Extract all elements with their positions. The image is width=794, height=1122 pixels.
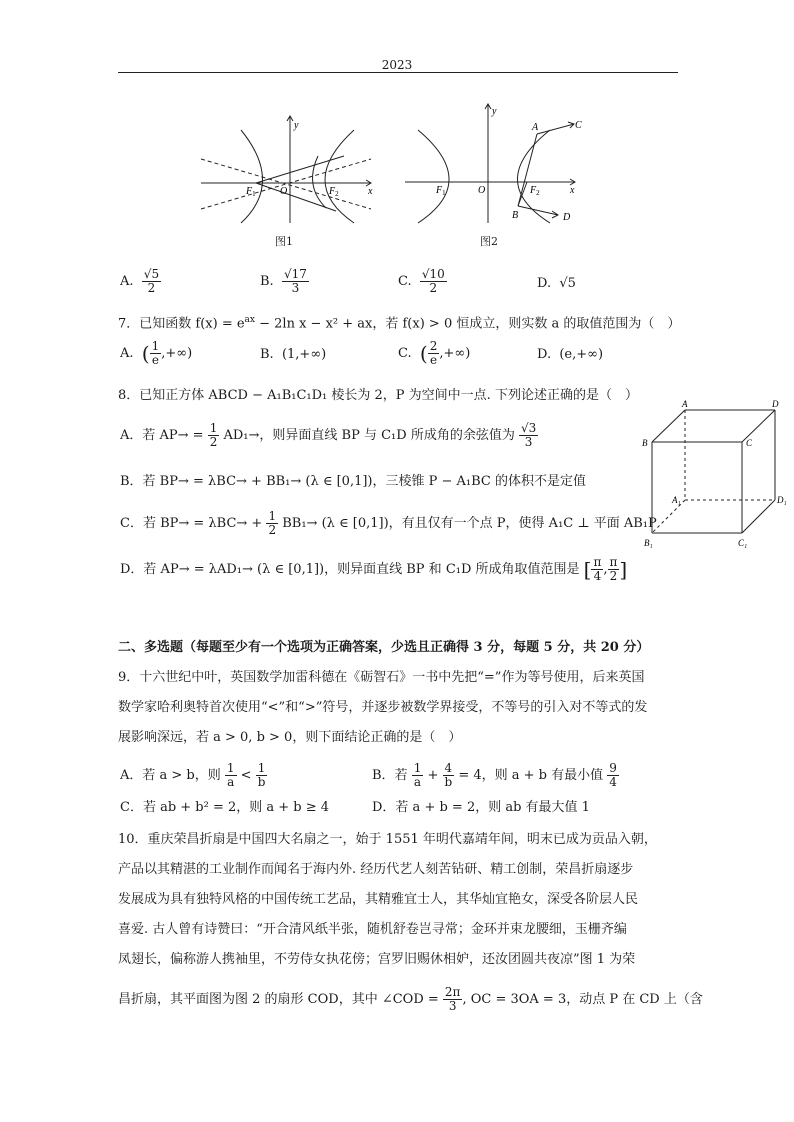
fraction — [150, 340, 162, 367]
vertex-a: A — [682, 399, 688, 409]
fraction — [256, 762, 268, 789]
option-label: A. — [120, 274, 134, 289]
fraction — [208, 422, 220, 449]
q10-line-1: 10．重庆荣昌折扇是中国四大名扇之一，始于 1551 年明代嘉靖年间，明末已成为贡品入朝， — [118, 832, 657, 847]
f2-label: $F_2$ — [530, 185, 540, 197]
option-label: B. — [260, 274, 274, 289]
option-label: B. — [260, 347, 274, 362]
figure-1-caption: 图1 — [275, 235, 293, 248]
option-text: A．若 AP→ = — [120, 428, 208, 443]
q7-option-d — [537, 347, 603, 362]
denominator: 2 — [609, 569, 618, 583]
q8-option-d: D．若 AP→ = λAD₁→ (λ ∈ [0,1])，则异面直线 BP 和 C₁D 所成角取值范围是 [ $\frac{\pi}{4}$ , $\frac{\pi}{2}$ ] — [120, 555, 628, 583]
fraction — [428, 340, 440, 367]
q9-line-1: 9．十六世纪中叶，英国数学加雷科德在《砺智石》一书中先把“=”作为等号使用，后来英国 — [118, 670, 645, 685]
section-2-title: 二、多选题（每题至少有一个选项为正确答案，少选且正确得 3 分，每题 5 分，共 20 分） — [118, 640, 650, 655]
numerator: π — [609, 555, 618, 569]
vertex-a1: A₁ — [672, 495, 681, 505]
vertex-c1: C₁ — [738, 538, 748, 548]
option-text: B．若 — [372, 768, 412, 783]
q10-line-4: 喜爱. 古人曾有诗赞曰：“开合清风纸半张，随机舒卷岂寻常；金环并束龙腰细，玉栅齐编 — [118, 922, 627, 937]
q6-option-c — [398, 268, 447, 295]
numerator: π — [593, 555, 602, 569]
numerator: 1 — [268, 509, 277, 523]
q9-option-b — [372, 762, 619, 789]
q7-stem-part: 7．已知函数 f(x) = e — [118, 316, 245, 332]
denominator: 2 — [209, 435, 218, 449]
f1-label: $F_1$ — [436, 185, 446, 197]
x-axis-label: x — [570, 185, 575, 196]
fraction — [607, 762, 619, 789]
q7-stem — [118, 310, 680, 334]
vertex-b: B — [642, 438, 648, 448]
q10-text: 昌折扇，其平面图为图 2 的扇形 COD，其中 ∠COD = — [118, 992, 443, 1007]
y-axis-label: y — [294, 120, 299, 131]
option-text: AD₁→，则异面直线 BP 与 C₁D 所成角的余弦值为 — [219, 428, 519, 443]
fraction — [519, 422, 538, 449]
fraction — [282, 268, 309, 295]
numerator: 1 — [209, 421, 218, 435]
fraction — [142, 268, 161, 295]
point-c-label: C — [575, 120, 582, 131]
numerator: √5 — [143, 267, 160, 281]
q7-stem-part: − 2ln x − x² + ax，若 f(x) > 0 恒成立，则实数 a 的取值范围为（ ） — [255, 316, 681, 332]
point-b-label: B — [512, 210, 519, 221]
option-text: C．若 BP→ = λBC→ + — [120, 516, 267, 531]
q9-option-a — [120, 762, 267, 789]
denominator: 3 — [524, 435, 533, 449]
denominator: 3 — [291, 281, 300, 295]
option-label: A. — [120, 346, 134, 361]
bracket: [ — [583, 557, 592, 582]
origin-label: O — [280, 186, 288, 197]
f2-label: $F_2$ — [329, 186, 339, 198]
fraction — [420, 268, 447, 295]
option-value: √5 — [559, 276, 576, 291]
option-value: (e,+∞) — [559, 347, 604, 362]
option-text: D．若 AP→ = λAD₁→ (λ ∈ [0,1])，则异面直线 BP 和 C₁D 所成角取值范围是 — [120, 562, 584, 577]
numerator: 9 — [609, 761, 617, 775]
vertex-c: C — [746, 438, 753, 448]
q10-line-5: 凤翅长，偏称游人携袖里，不劳侍女执花傍；宫罗旧赐休相妒，还汝团圆共夜凉”图 1 为荣 — [118, 952, 636, 967]
numerator: 1 — [151, 339, 160, 353]
option-text: < — [236, 768, 256, 783]
header-year: 2023 — [381, 58, 413, 72]
figure-1-hyperbola — [196, 108, 376, 226]
q6-option-d — [537, 276, 576, 291]
edge-ab — [652, 410, 685, 442]
q9-line-2: 数学家哈利奥特首次使用“<”和“>”符号，并逐步被数学界接受，不等号的引入对不等式的发 — [118, 700, 648, 715]
q10-text: , OC = 3OA = 3，动点 P 在 CD 上（含 — [462, 992, 703, 1007]
q6-option-b — [260, 268, 309, 295]
q10-line-3: 发展成为具有独特风格的中国传统工艺品，其精雅宜士人，其华灿宜艳女，深受各阶层人民 — [118, 892, 639, 907]
fraction — [225, 762, 237, 789]
fraction — [412, 762, 424, 789]
q10-line-6 — [118, 986, 703, 1013]
vertex-b1: B₁ — [644, 538, 653, 548]
q7-option-b — [260, 347, 326, 362]
q9-line-3: 展影响深远，若 a > 0, b > 0，则下面结论正确的是（ ） — [118, 730, 462, 745]
ray-bd — [518, 206, 558, 215]
fraction — [443, 986, 463, 1013]
q9-option-c: C．若 ab + b² = 2，则 a + b ≥ 4 — [120, 800, 330, 815]
q8-option-c — [120, 510, 657, 537]
y-axis-label: y — [492, 106, 497, 117]
option-text: BB₁→ (λ ∈ [0,1])，有且仅有一个点 P，使得 A₁C ⊥ 平面 AB₁P — [278, 516, 657, 531]
origin-label: O — [478, 185, 486, 196]
figure-2-hyperbola — [400, 98, 585, 226]
vertex-d1: D₁ — [777, 495, 787, 505]
q6-option-a — [120, 268, 161, 295]
f1-label: $F_1$ — [246, 186, 256, 198]
denominator: 3 — [448, 999, 457, 1013]
ray-upper — [256, 156, 344, 183]
edge-c1d1 — [742, 500, 775, 533]
q10-line-2: 产品以其精湛的工业制作而闻名于海内外. 经历代艺人刻苦钻研、精工创制，荣昌折扇逐步 — [118, 862, 634, 877]
cube-figure — [640, 398, 788, 550]
q8-stem: 8．已知正方体 ABCD − A₁B₁C₁D₁ 棱长为 2，P 为空间中一点. 下列论述正确的是（ ） — [118, 388, 638, 403]
option-value: (1,+∞) — [281, 347, 327, 362]
q8-option-b: B．若 BP→ = λBC→ + BB₁→ (λ ∈ [0,1])，三棱锥 P − A₁BC 的体积不是定值 — [120, 474, 587, 489]
x-axis-label: x — [368, 186, 373, 197]
q7-option-a — [120, 340, 192, 367]
numerator: √3 — [520, 421, 537, 435]
numerator: √17 — [283, 267, 307, 281]
option-label: D. — [537, 276, 552, 291]
q7-exponent: ax — [244, 315, 255, 325]
numerator: 2 — [429, 339, 438, 353]
numerator: 2π — [444, 985, 461, 999]
bracket: ( — [141, 341, 150, 366]
fraction — [443, 762, 455, 789]
hyperbola-left-branch — [418, 130, 449, 223]
denominator: 2 — [147, 281, 156, 295]
fraction — [591, 556, 603, 583]
point-d-label: D — [563, 212, 571, 223]
vertex-d: D — [772, 399, 779, 409]
denominator: b — [257, 775, 266, 789]
numerator: 1 — [256, 762, 268, 776]
numerator: 4 — [443, 762, 455, 776]
denominator: 2 — [268, 523, 277, 537]
fraction — [608, 556, 620, 583]
denominator: b — [444, 775, 453, 789]
denominator: e — [429, 353, 438, 367]
denominator: 4 — [593, 569, 602, 583]
denominator: 2 — [429, 281, 438, 295]
option-text: + — [423, 768, 443, 783]
denominator: 4 — [609, 775, 617, 789]
option-label: C. — [398, 274, 412, 289]
option-value: ,+∞) — [439, 346, 471, 361]
figure-2-caption: 图2 — [480, 235, 498, 248]
option-text: A．若 a > b，则 — [120, 768, 225, 783]
ray-ac — [537, 124, 574, 134]
bracket: ] — [619, 557, 628, 582]
numerator: √10 — [421, 267, 445, 281]
numerator: 1 — [226, 761, 235, 775]
numerator: 1 — [413, 761, 422, 775]
option-label: C. — [398, 346, 412, 361]
q8-option-a — [120, 422, 538, 449]
hyperbola-left-branch — [241, 130, 263, 223]
fraction — [266, 510, 278, 537]
q7-option-c — [398, 340, 470, 367]
header-rule — [118, 72, 678, 73]
q9-option-d: D．若 a + b = 2，则 ab 有最大值 1 — [372, 800, 590, 815]
point-a-label: A — [532, 122, 539, 133]
denominator: a — [413, 775, 422, 789]
option-value: ,+∞) — [161, 346, 193, 361]
denominator: e — [151, 353, 159, 367]
option-text: = 4，则 a + b 有最小值 — [454, 768, 608, 783]
denominator: a — [227, 775, 235, 789]
option-label: D. — [537, 347, 552, 362]
bracket: ( — [419, 341, 428, 366]
